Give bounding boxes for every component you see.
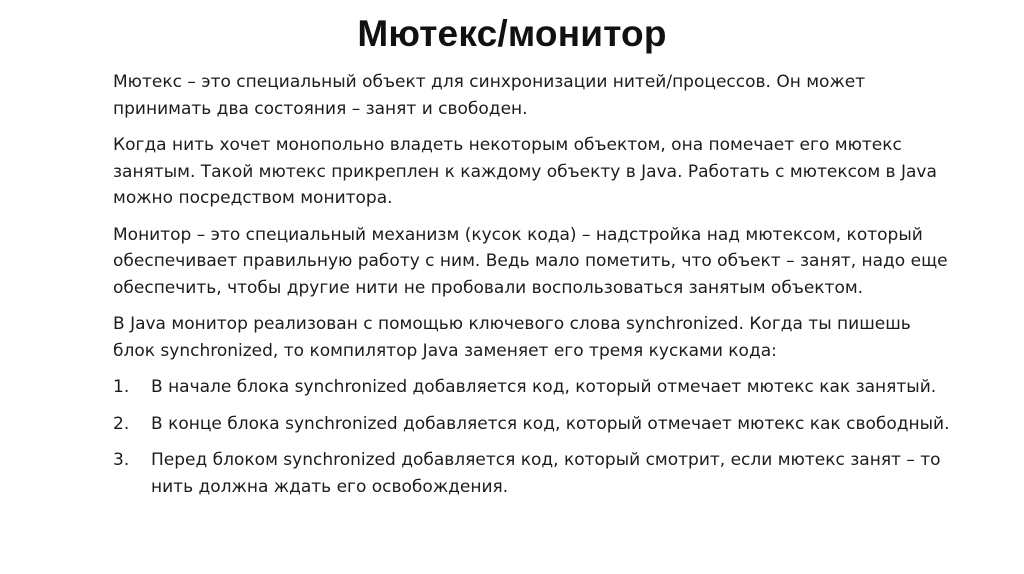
text-line: Мютекс – это специальный объект для синхронизации нитей/процессов. Он может	[113, 72, 866, 92]
text-line: можно посредством монитора.	[113, 188, 393, 208]
text-line: обеспечивает правильную работу с ним. Ведь мало пометить, что объект – занят, надо еще	[113, 251, 948, 271]
text-line: блок synchronized, то компилятор Java заменяет его тремя кусками кода:	[113, 340, 777, 361]
text-line: принимать два состояния – занят и свободен.	[113, 98, 528, 119]
top-rule	[0, 0, 1024, 4]
text-line: Монитор – это специальный механизм (кусок кода) – надстройка над мютексом, который	[113, 224, 923, 245]
text-line: обеспечить, чтобы другие нити не пробовали воспользоваться занятым объектом.	[113, 277, 864, 298]
text-line: нить должна ждать его освобождения.	[151, 476, 509, 497]
list-number: 3.	[113, 450, 130, 470]
text-line: В начале блока synchronized добавляется код, который отмечает мютекс как занятый.	[151, 377, 937, 397]
list-item	[113, 374, 1013, 401]
slide-title: Мютекс/монитор	[357, 13, 667, 54]
list-number: 1.	[113, 377, 130, 397]
slide-content	[113, 69, 1013, 510]
text-line: Перед блоком synchronized добавляется код, который смотрит, если мютекс занят – то	[151, 450, 941, 470]
list-item-text	[151, 374, 1013, 401]
text-line: Когда нить хочет монопольно владеть некоторым объектом, она помечает его мютекс	[113, 135, 902, 155]
list-item	[113, 411, 1013, 438]
paragraph-mutex-definition	[113, 69, 1013, 122]
paragraph-monitor-definition	[113, 222, 1013, 302]
list-number: 2.	[113, 413, 130, 434]
paragraph-java-synchronized	[113, 311, 1013, 364]
list-item	[113, 447, 1013, 500]
text-line: В Java монитор реализован с помощью ключевого слова synchronized. Когда ты пишешь	[113, 314, 911, 334]
list-item-text	[151, 447, 1013, 500]
paragraph-thread-locking	[113, 132, 1013, 212]
text-line: занятым. Такой мютекс прикреплен к каждому объекту в Java. Работать с мютексом в Java	[113, 161, 937, 182]
numbered-list	[113, 374, 1013, 500]
text-line: В конце блока synchronized добавляется код, который отмечает мютекс как свободный.	[151, 413, 950, 434]
list-item-text	[151, 411, 1013, 438]
